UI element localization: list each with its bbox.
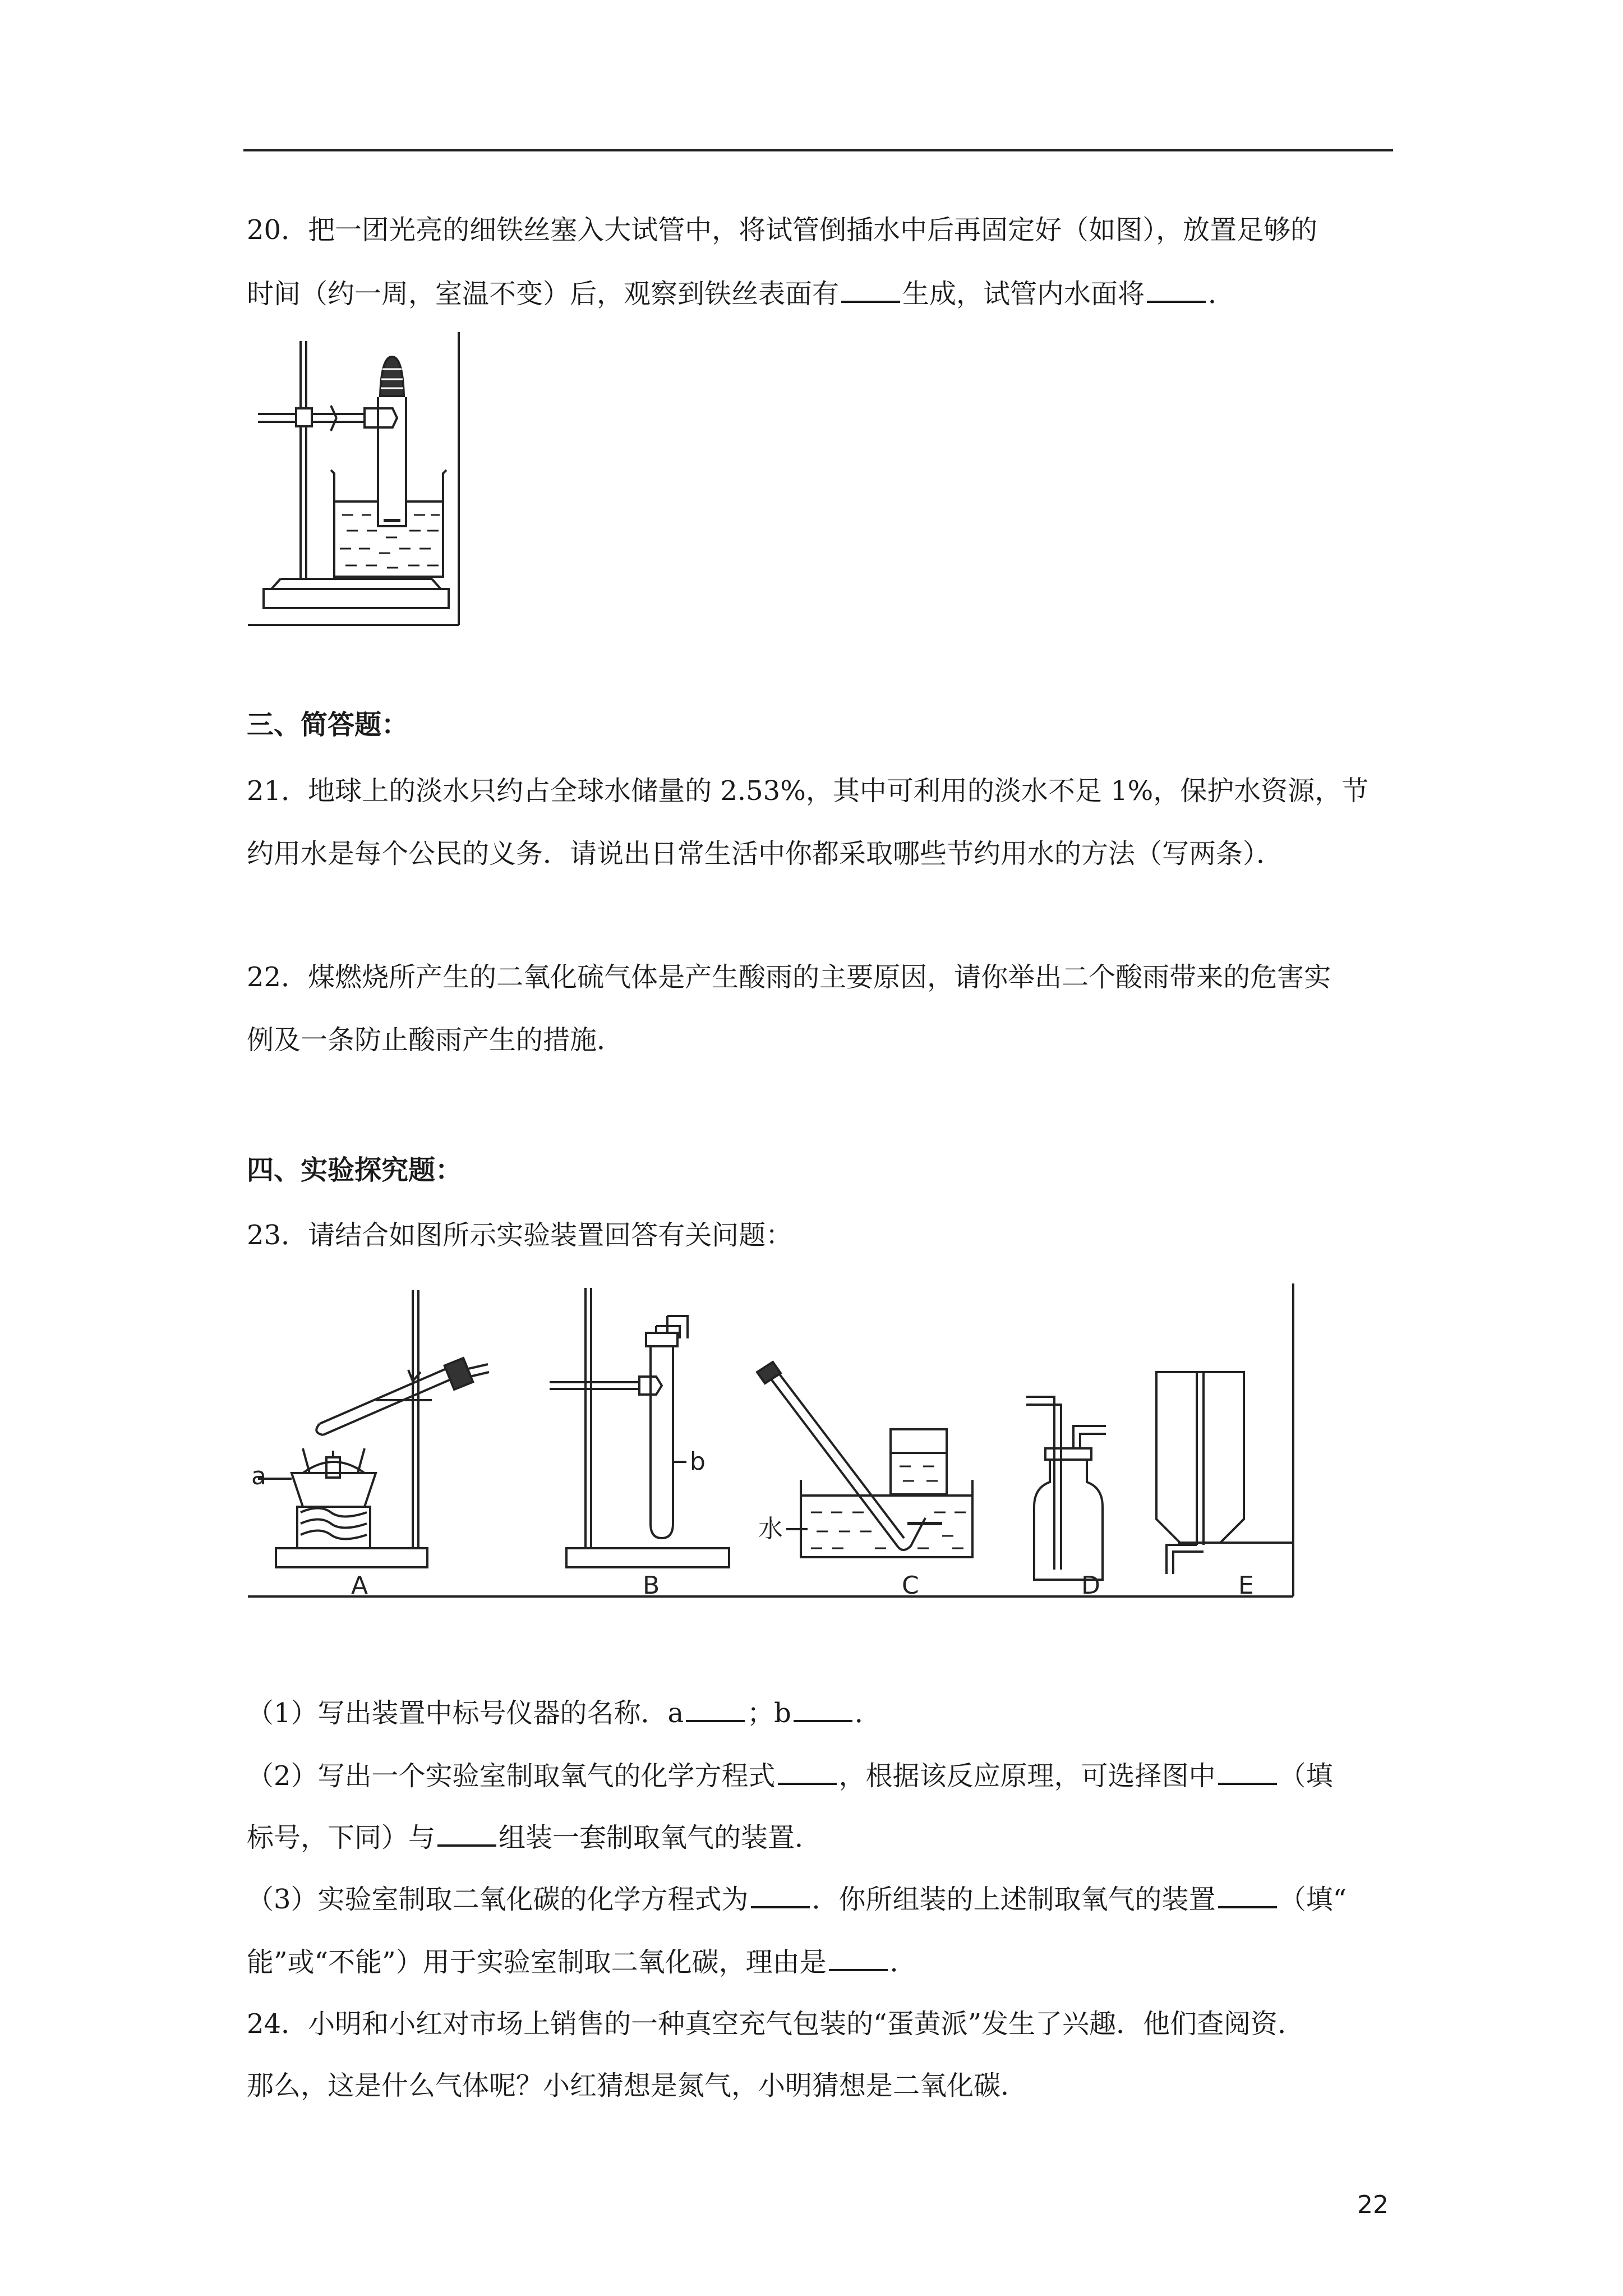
q23-part-1: （1）写出装置中标号仪器的名称．a ；b ． [247, 1695, 882, 1730]
q23-part-3-line-1: （3）实验室制取二氧化碳的化学方程式为 ．你所组装的上述制取氧气的装置 （填“ [247, 1881, 1347, 1916]
answer-blank[interactable] [437, 1820, 496, 1847]
q23-intro: 23．请结合如图所示实验装置回答有关问题： [247, 1220, 793, 1251]
section-heading: 三、简答题： [247, 709, 409, 740]
answer-blank[interactable] [829, 1944, 888, 1971]
label-a: a [251, 1462, 266, 1490]
answer-blank[interactable] [686, 1695, 745, 1722]
q24-line-2: 那么，这是什么气体呢？小红猜想是氮气，小明猜想是二氧化碳． [247, 2070, 1028, 2101]
q22-line-1: 22．煤燃烧所产生的二氧化硫气体是产生酸雨的主要原因，请你举出二个酸雨带来的危害实 [247, 961, 1331, 993]
q23-part-2-line-2: 标号，下同）与 组装一套制取氧气的装置． [247, 1820, 822, 1855]
caption-b: B [643, 1571, 660, 1600]
answer-blank[interactable] [1147, 276, 1206, 303]
q20-line-2: 时间（约一周，室温不变）后，观察到铁丝表面有 生成，试管内水面将 ． [247, 276, 1235, 311]
answer-blank[interactable] [778, 1758, 837, 1785]
answer-blank[interactable] [841, 276, 900, 303]
q24-line-1: 24．小明和小红对市场上销售的一种真空充气包装的“蛋黄派”发生了兴趣．他们查阅资． [247, 2008, 1305, 2040]
caption-c: C [902, 1571, 919, 1600]
section-heading: 四、实验探究题： [247, 1154, 463, 1186]
answer-blank[interactable] [751, 1881, 810, 1908]
answer-blank[interactable] [1218, 1758, 1277, 1785]
answer-blank[interactable] [794, 1695, 852, 1722]
answer-blank[interactable] [1218, 1881, 1277, 1908]
q21-line-1: 21．地球上的淡水只约占全球水储量的 2.53%，其中可利用的淡水不足 1%，保护水资源，节 [247, 775, 1369, 807]
q23-part-2-line-1: （2）写出一个实验室制取氧气的化学方程式 ，根据该反应原理，可选择图中 （填 [247, 1758, 1333, 1793]
q20-line-1: 20．把一团光亮的细铁丝塞入大试管中，将试管倒插水中后再固定好（如图），放置足够的 [247, 214, 1318, 246]
caption-e: E [1238, 1571, 1254, 1600]
label-water: 水 [758, 1515, 783, 1543]
label-b: b [690, 1447, 706, 1476]
q21-line-2: 约用水是每个公民的义务．请说出日常生活中你都采取哪些节约用水的方法（写两条）． [247, 838, 1284, 869]
q22-line-2: 例及一条防止酸雨产生的措施． [247, 1024, 624, 1056]
header-rule [243, 149, 1393, 151]
caption-d: D [1081, 1571, 1100, 1600]
q23-part-3-line-2: 能”或“不能”）用于实验室制取二氧化碳，理由是 ． [247, 1944, 917, 1979]
q23-figure [247, 1282, 1301, 1608]
q20-figure [247, 330, 465, 627]
page-number: 22 [1357, 2191, 1389, 2219]
caption-a: A [351, 1571, 368, 1600]
